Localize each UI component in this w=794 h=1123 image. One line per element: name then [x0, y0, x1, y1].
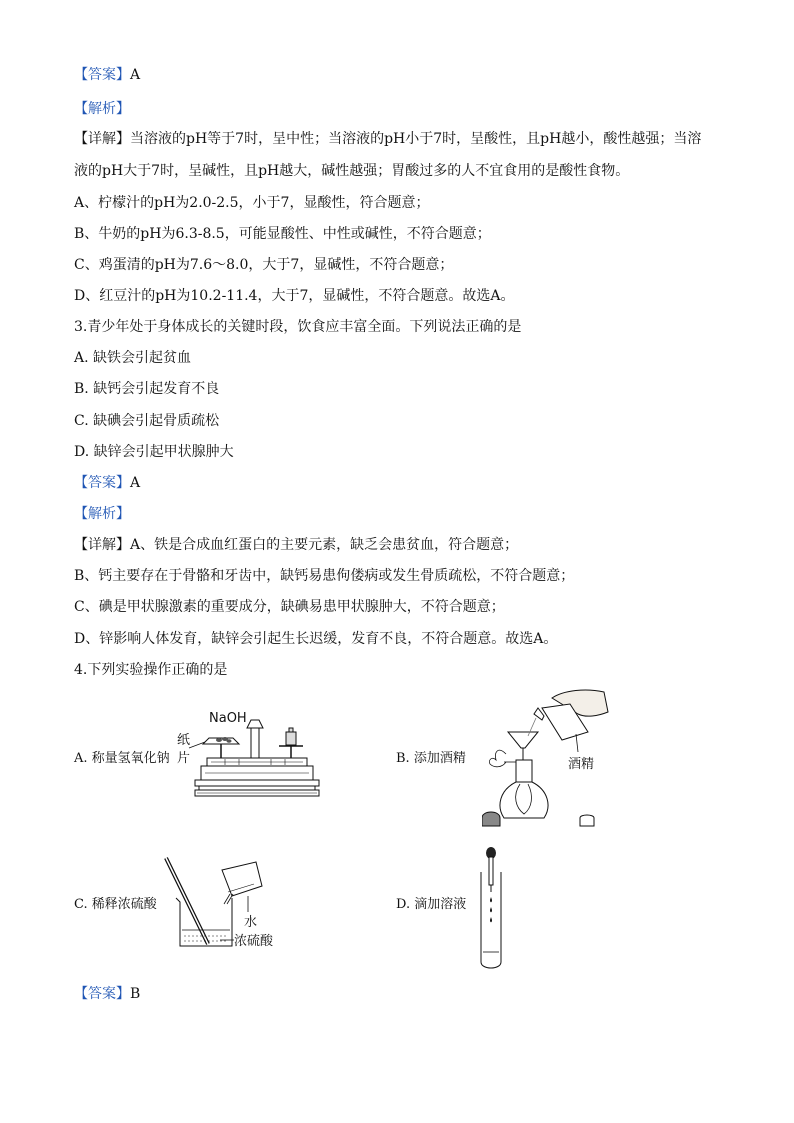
figure-a-balance [175, 706, 325, 806]
final-answer-line: 【答案】B [74, 986, 141, 1002]
answer-line: 【答案】A [74, 475, 141, 491]
detail-line: 【详解】A、铁是合成血红蛋白的主要元素，缺乏会患贫血，符合题意； [74, 537, 519, 553]
paper-label-2: 片 [177, 751, 191, 766]
detail-line: B、钙主要存在于骨骼和牙齿中，缺钙易患佝偻病或发生骨质疏松，不符合题意； [74, 568, 575, 584]
q3-option-b: B. 缺钙会引起发育不良 [74, 381, 220, 397]
detail-line: A、柠檬汁的pH为2.0-2.5，小于7，显酸性，符合题意； [74, 195, 430, 211]
water-label: 水 [244, 915, 258, 930]
q4-option-c-label: C. 稀释浓硫酸 [74, 897, 157, 912]
detail-line: C、鸡蛋清的pH为7.6～8.0，大于7，显碱性，不符合题意； [74, 257, 454, 273]
figure-d-dropper [474, 844, 508, 970]
q3-option-d: D. 缺锌会引起甲状腺肿大 [74, 444, 234, 460]
detail-line: D、锌影响人体发育，缺锌会引起生长迟缓，发育不良，不符合题意。故选A。 [74, 631, 558, 647]
analysis-label: 【解析】 [74, 101, 130, 117]
q3-option-a: A. 缺铁会引起贫血 [74, 350, 192, 366]
detail-line: 液的pH大于7时，呈碱性，且pH越大，碱性越强；胃酸过多的人不宜食用的是酸性食物。 [74, 163, 630, 179]
detail-line: C、碘是甲状腺激素的重要成分，缺碘易患甲状腺肿大，不符合题意； [74, 599, 505, 615]
naoh-label: NaOH [209, 711, 247, 726]
question-4: 4.下列实验操作正确的是 [74, 662, 228, 678]
q4-option-d-label: D. 滴加溶液 [396, 897, 467, 912]
paper-label-1: 纸 [177, 733, 191, 748]
question-3: 3.青少年处于身体成长的关键时段，饮食应丰富全面。下列说法正确的是 [74, 319, 522, 335]
analysis-label: 【解析】 [74, 506, 130, 522]
detail-line: B、牛奶的pH为6.3-8.5，可能显酸性、中性或碱性，不符合题意； [74, 226, 491, 242]
q3-option-c: C. 缺碘会引起骨质疏松 [74, 413, 220, 429]
figure-b-alcohol-lamp [482, 686, 612, 831]
detail-line: 【详解】当溶液的pH等于7时，呈中性；当溶液的pH小于7时，呈酸性，且pH越小，酸性越强；当溶 [74, 131, 702, 147]
alcohol-label: 酒精 [568, 757, 595, 772]
answer-line: 【答案】A [74, 67, 141, 83]
acid-label: 浓硫酸 [234, 934, 274, 949]
q4-option-a-label: A. 称量氢氧化钠 [74, 751, 170, 766]
figure-c-dilution [150, 856, 290, 956]
q4-option-b-label: B. 添加酒精 [396, 751, 466, 766]
detail-line: D、红豆汁的pH为10.2-11.4，大于7，显碱性，不符合题意。故选A。 [74, 288, 515, 304]
